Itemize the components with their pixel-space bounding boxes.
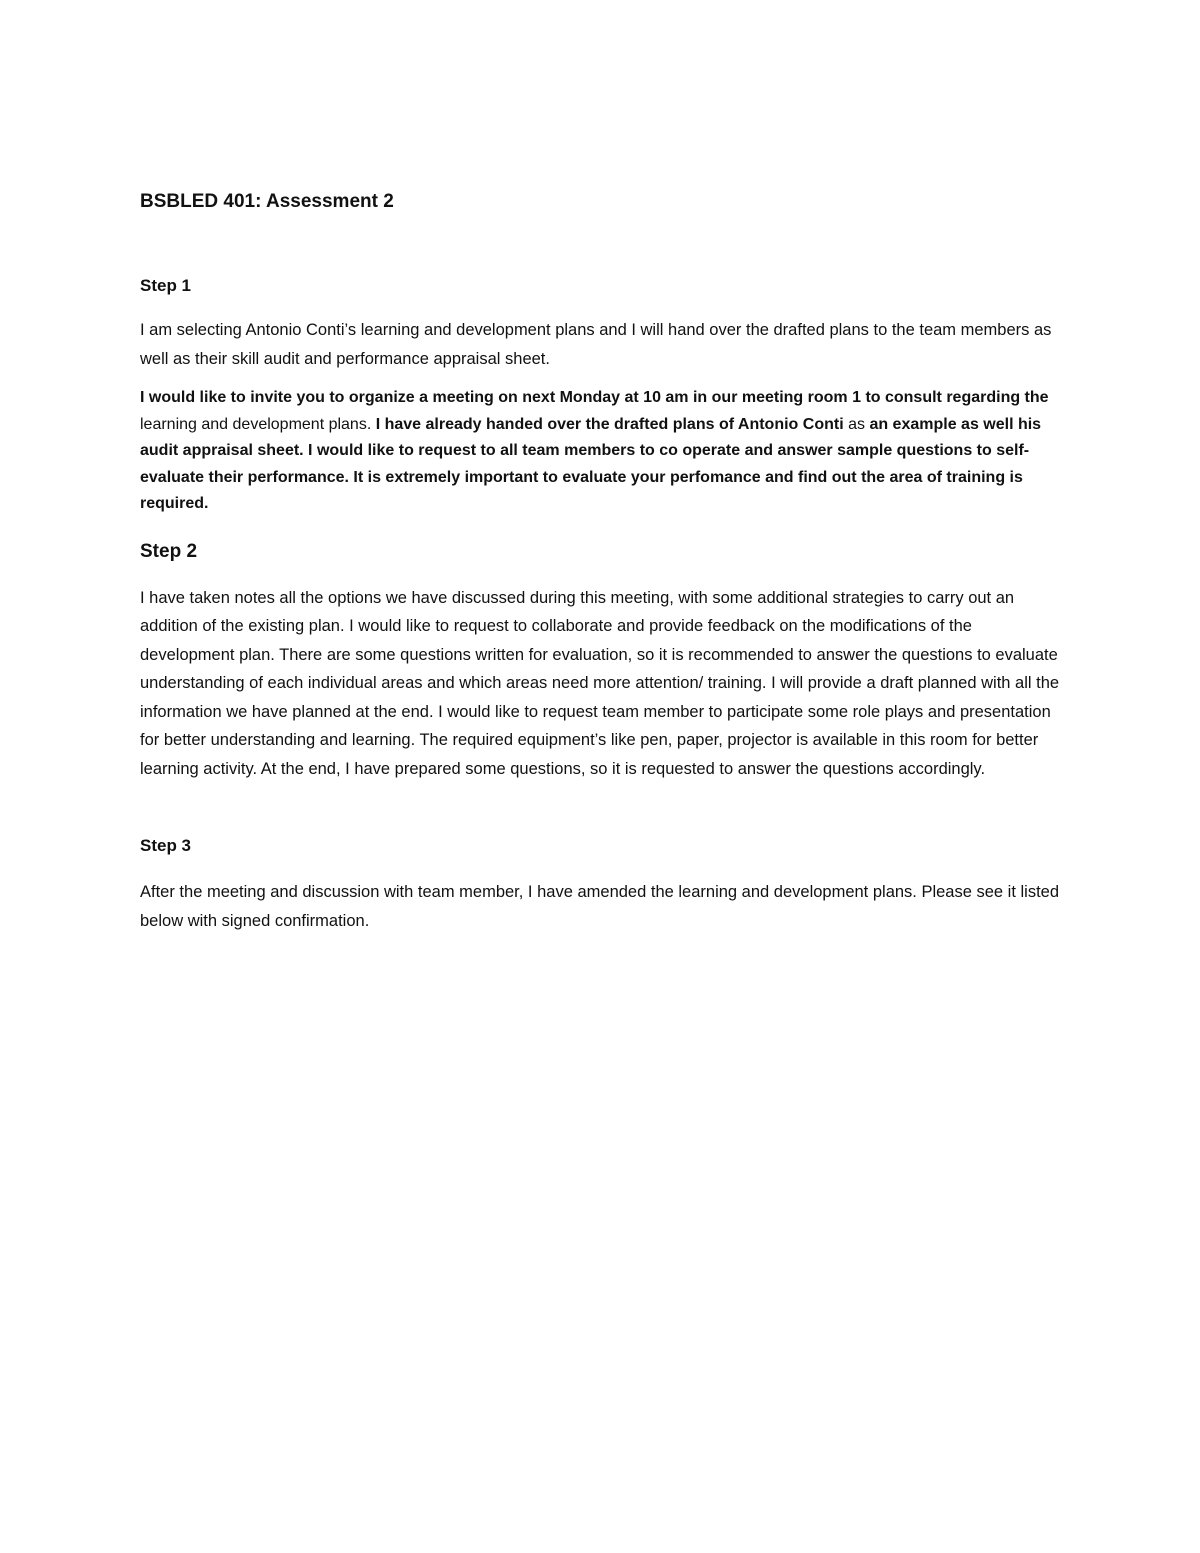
step-1-paragraph-2 bbox=[140, 385, 1060, 518]
step-2-paragraph-1: I have taken notes all the options we have discussed during this meeting, with some additional strategies to carry out an addition of the existing plan. I would like to request to collaborate and provide feedback on the modifications of the development plan. There are some questions written for evaluation, so it is recommended to answer the questions to evaluate understanding of each individual areas and which areas need more attention/ training. I will provide a draft planned with all the information we have planned at the end. I would like to request team member to participate some role plays and presentation for better understanding and learning. The required equipment’s like pen, paper, projector is available in this room for better learning activity. At the end, I have prepared some questions, so it is requested to answer the questions accordingly. bbox=[140, 588, 1060, 778]
step-1-paragraph-2-part-e: an example as well his audit appraisal sheet. I would like to request to all team members to co operate and answer sample questions to self-evaluate their performance. It is extremely important to evaluate your perfomance and find out the area of training is required. bbox=[140, 415, 1042, 512]
document-body bbox=[140, 188, 1060, 935]
step-3-paragraph-1: After the meeting and discussion with team member, I have amended the learning and development plans. Please see it listed below with signed confirmation. bbox=[140, 883, 1060, 930]
step-1-paragraph-1: I am selecting Antonio Conti’s learning and development plans and I will hand over the drafted plans to the team members as well as their skill audit and performance appraisal sheet. bbox=[140, 321, 1052, 368]
step-1-heading: Step 1 bbox=[140, 276, 192, 295]
step-2-heading: Step 2 bbox=[140, 540, 198, 562]
step-3-heading: Step 3 bbox=[140, 836, 192, 855]
step-1-paragraph-2-part-c: I have already handed over the drafted plans of Antonio Conti bbox=[375, 415, 844, 433]
step-1-paragraph-2-part-a: I would like to invite you to organize a meeting on next Monday at 10 am in our meeting room 1 to consult regarding the bbox=[140, 389, 1049, 406]
step-1-paragraph-2-part-b: learning and development plans. bbox=[140, 415, 376, 433]
step-1-paragraph-2-part-d: as bbox=[843, 415, 870, 433]
document-title: BSBLED 401: Assessment 2 bbox=[140, 191, 394, 212]
